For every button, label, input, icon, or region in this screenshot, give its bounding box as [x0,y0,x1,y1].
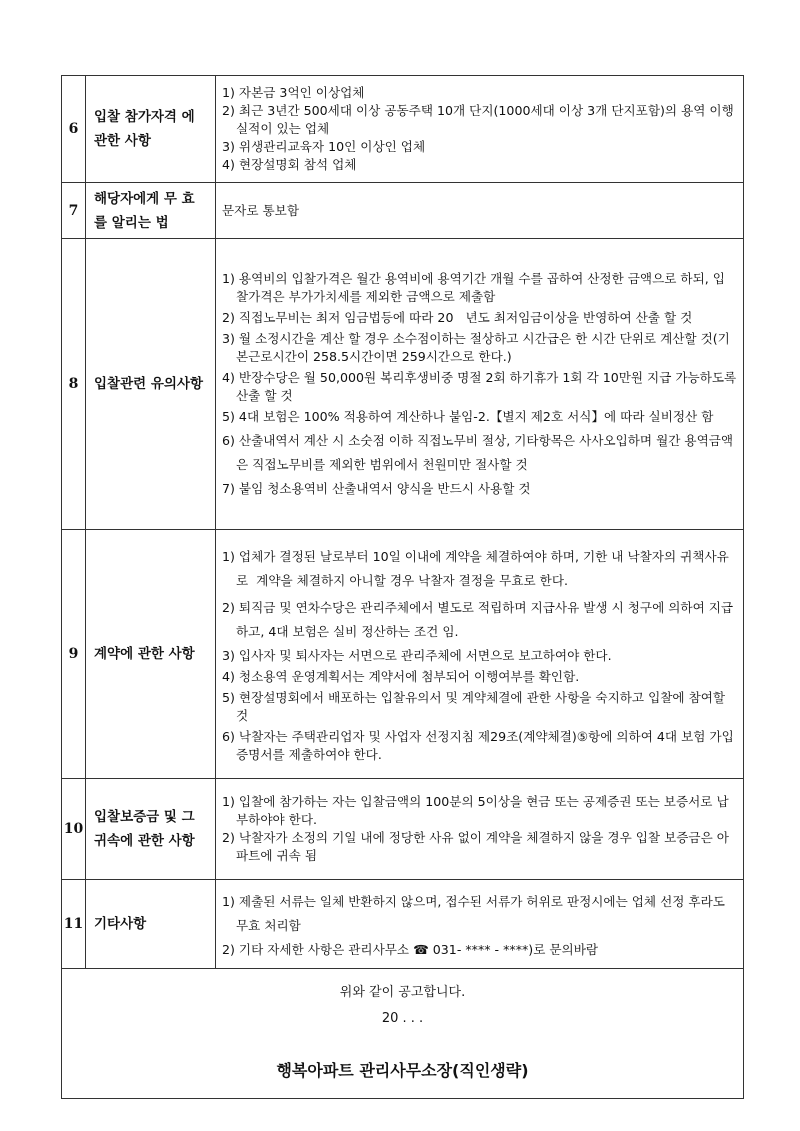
announce-date: 20 . . . [381,1011,424,1026]
row-number: 11 [62,880,86,969]
row-content [216,76,744,183]
row-misc [62,880,744,969]
row-contract [62,530,744,779]
row-bid-deposit [62,779,744,880]
list-item: 1) 자본금 3억인 이상업체 [222,85,365,100]
list-item: 7) 붙임 청소용역비 산출내역서 양식을 반드시 사용할 것 [222,481,531,496]
list-item: 4) 청소용역 운영계획서는 계약서에 첨부되어 이행여부를 확인함. [222,668,580,684]
row-content: 문자로 통보함 [216,183,744,239]
row-heading: 입찰보증금 및 그 귀속에 관한 사항 [86,779,216,880]
list-item: 5) 4대 보험은 100% 적용하여 계산하나 붙임-2.【별지 제2호 서식】에 따라 실비정산 함 [222,409,714,424]
row-bid-qualification [62,76,744,183]
row-invalid-notice [62,183,744,239]
list-item: 5) 현장설명회에서 배포하는 입찰유의서 및 계약체결에 관한 사항을 숙지하고 입찰에 참여할 것 [222,689,730,723]
list-item: 2) 퇴직금 및 연차수당은 관리주체에서 별도로 적립하며 지급사유 발생 시 청구에 의하여 지급하고, 4대 보험은 실비 정산하는 조건 임. [222,599,734,639]
list-item: 3) 월 소정시간을 계산 할 경우 소수점이하는 절상하고 시간급은 한 시간 단위로 계산할 것(기본근로시간이 258.5시간이면 259시간으로 한다.) [222,331,730,364]
row-number: 10 [62,779,86,880]
row-heading: 입찰관련 유의사항 [86,239,216,530]
row-bid-precautions [62,239,744,530]
row-number: 7 [62,183,86,239]
list-item: 2) 최근 3년간 500세대 이상 공동주택 10개 단지(1000세대 이상 3개 단지포함)의 용역 이행 실적이 있는 업체 [222,103,738,136]
list-item: 2) 기타 자세한 사항은 관리사무소 ☎ 031- **** - ****)로 문의바람 [222,941,599,957]
list-item: 3) 위생관리교육자 10인 이상인 업체 [222,139,426,154]
row-content [216,880,744,969]
list-item: 4) 현장설명회 참석 업체 [222,157,357,172]
row-heading: 입찰 참가자격 에 관한 사항 [86,76,216,183]
notice-table [61,75,744,1099]
list-item: 1) 용역비의 입찰가격은 월간 용역비에 용역기간 개월 수를 곱하여 산정한 금액으로 하되, 입찰가격은 부가가치세를 제외한 금액으로 제출함 [222,271,725,304]
footer-cell [62,969,744,1099]
announce-text: 위와 같이 공고합니다. [339,985,466,1000]
row-content [216,239,744,530]
row-number: 8 [62,239,86,530]
row-heading: 해당자에게 무 효를 알리는 법 [86,183,216,239]
row-heading: 계약에 관한 사항 [86,530,216,779]
list-item: 4) 반장수당은 월 50,000원 복리후생비중 명절 2회 하기휴가 1회 각 10만원 지급 가능하도록 산출 할 것 [222,370,741,403]
row-content [216,779,744,880]
signature: 행복아파트 관리사무소장(직인생략) [276,1061,529,1080]
row-number: 9 [62,530,86,779]
list-item: 3) 입사자 및 퇴사자는 서면으로 관리주체에 서면으로 보고하여야 한다. [222,647,612,663]
list-item: 1) 업체가 결정된 날로부터 10일 이내에 계약을 체결하여야 하며, 기한 내 낙찰자의 귀책사유로 계약을 체결하지 아니할 경우 낙찰자 결정을 무효로 한다. [222,548,729,588]
row-number: 6 [62,76,86,183]
list-item: 1) 입찰에 참가하는 자는 입찰금액의 100분의 5이상을 현금 또는 공제증권 또는 보증서로 납부하야야 한다. [222,794,729,827]
list-item: 2) 직접노무비는 최저 임금법등에 따라 20 년도 최저임금이상을 반영하여 산출 할 것 [222,310,693,325]
row-content [216,530,744,779]
list-item: 1) 제출된 서류는 일체 반환하지 않으며, 접수된 서류가 허위로 판정시에는 업체 선정 후라도 무효 처리함 [222,893,729,933]
list-item: 6) 낙찰자는 주택관리업자 및 사업자 선정지침 제29조(계약체결)⑤항에 의하여 4대 보험 가입증명서를 제출하여야 한다. [222,728,734,762]
list-item: 2) 낙찰자가 소정의 기일 내에 정당한 사유 없이 계약을 체결하지 않을 경우 입찰 보증금은 아파트에 귀속 됨 [222,830,729,863]
list-item: 6) 산출내역서 계산 시 소숫점 이하 직접노무비 절상, 기타항목은 사사오입하며 월간 용역금액은 직접노무비를 제외한 범위에서 천원미만 절사할 것 [222,433,734,472]
footer-row [62,969,744,1099]
row-heading: 기타사항 [86,880,216,969]
